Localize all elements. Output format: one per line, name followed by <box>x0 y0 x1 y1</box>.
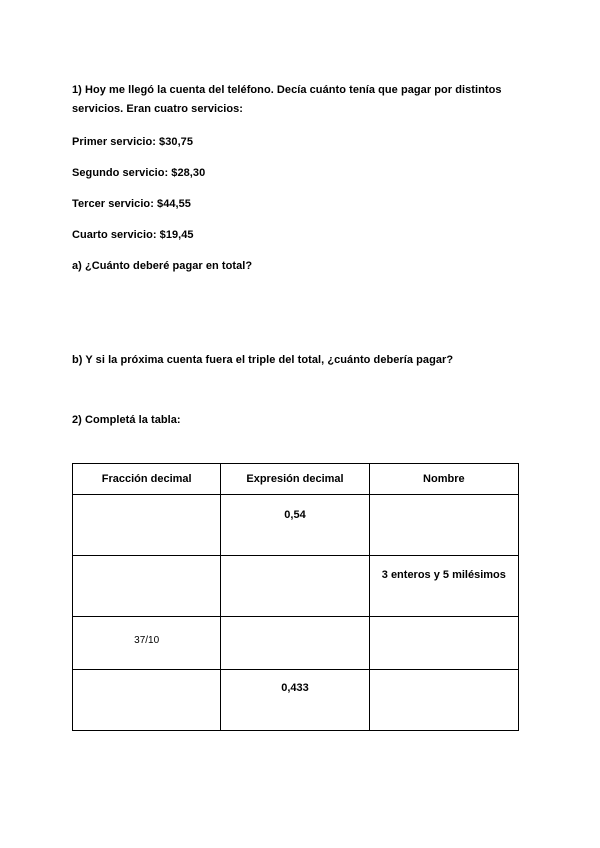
header-expresion-decimal: Expresión decimal <box>221 464 369 495</box>
table-cell[interactable] <box>369 617 518 670</box>
question-b: b) Y si la próxima cuenta fuera el triple del total, ¿cuánto debería pagar? <box>72 354 454 366</box>
cell-text: 37/10 <box>134 635 160 646</box>
table-cell[interactable] <box>73 556 221 617</box>
table-cell <box>73 617 221 670</box>
table-cell[interactable] <box>73 670 221 731</box>
table-cell <box>369 556 518 617</box>
table-row <box>73 670 519 731</box>
table-row <box>73 556 519 617</box>
service-line-4: Cuarto servicio: $19,45 <box>72 229 194 241</box>
question-a: a) ¿Cuánto deberé pagar en total? <box>72 260 253 272</box>
table-cell[interactable] <box>221 556 369 617</box>
table-cell[interactable] <box>369 495 518 556</box>
exercise-1-intro-line-1: 1) Hoy me llegó la cuenta del teléfono. Decía cuánto tenía que pagar por distintos <box>72 84 502 96</box>
table-cell[interactable] <box>369 670 518 731</box>
table-cell[interactable] <box>221 617 369 670</box>
decimal-table <box>72 463 519 731</box>
exercise-1-intro-line-2: servicios. Eran cuatro servicios: <box>72 103 244 115</box>
table-row <box>73 617 519 670</box>
table-cell[interactable] <box>73 495 221 556</box>
cell-text: 0,433 <box>281 682 309 694</box>
cell-text: 3 enteros y 5 milésimos <box>381 569 506 581</box>
header-fraccion-decimal: Fracción decimal <box>73 464 221 495</box>
cell-text: 0,54 <box>284 509 306 521</box>
table-header-row <box>73 464 519 495</box>
service-line-3: Tercer servicio: $44,55 <box>72 198 191 210</box>
exercise-2-prompt: 2) Completá la tabla: <box>72 414 181 426</box>
header-nombre: Nombre <box>369 464 518 495</box>
table-cell <box>221 495 369 556</box>
service-line-1: Primer servicio: $30,75 <box>72 136 194 148</box>
service-line-2: Segundo servicio: $28,30 <box>72 167 206 179</box>
table-cell <box>221 670 369 731</box>
table-row <box>73 495 519 556</box>
